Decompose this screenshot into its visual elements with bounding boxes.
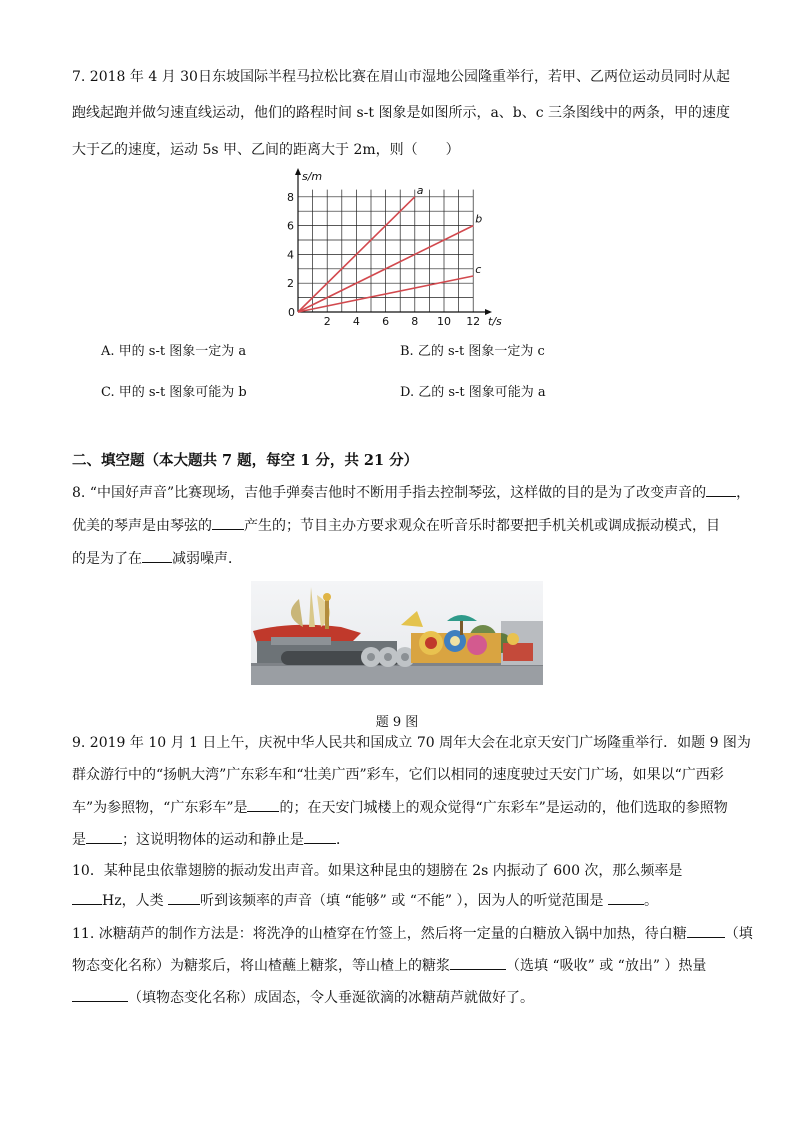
q10-blank-2[interactable] (168, 890, 200, 905)
parade-floats-photo (251, 581, 543, 685)
q11-text-2b: （选填 “吸收” 或 “放出” ）热量 (506, 958, 707, 974)
q11-line-3 (72, 987, 534, 1008)
q7-option-a[interactable]: A. 甲的 s-t 图象一定为 a (101, 344, 247, 359)
chart-series (298, 184, 482, 312)
q8-text-1a: 8. “中国好声音”比赛现场，吉他手弹奏吉他时不断用手指去控制琴弦，这样做的目的是为了改变声音的 (72, 485, 707, 501)
q10-line-1: 10．某种昆虫依靠翅膀的振动发出声音。如果这种昆虫的翅膀在 2s 内振动了 600 次，那么频率是 (72, 863, 683, 879)
q9-text-4b: ；这说明物体的运动和静止是 (122, 832, 304, 848)
series-label-c: c (475, 263, 482, 276)
figure-9-caption: 题 9 图 (375, 715, 419, 730)
x-tick-label: 2 (323, 315, 331, 328)
q11-text-2a: 物态变化名称）为糖浆后，将山楂蘸上糖浆，等山楂上的糖浆 (72, 958, 450, 974)
q10-text-2a: Hz，人类 (102, 893, 169, 909)
q7-line-2: 跑线起跑并做匀速直线运动，他们的路程时间 s-t 图象是如图所示，a、b、c 三条图线中的两条，甲的速度 (72, 105, 731, 121)
q11-text-1b: （填 (724, 926, 753, 942)
q10-text-2c: 。 (643, 893, 658, 909)
q11-blank-2[interactable] (450, 955, 506, 970)
y-axis-label: s/m (302, 170, 323, 183)
q8-blank-2[interactable] (212, 515, 244, 530)
q10-line-2 (72, 890, 658, 911)
q9-text-3a: 车”为参照物，“广东彩车”是 (72, 800, 248, 816)
q8-line-1 (72, 482, 750, 503)
q9-line-1: 9. 2019 年 10 月 1 日上午，庆祝中华人民共和国成立 70 周年大会在北京天安门广场隆重举行．如题 9 图为 (72, 735, 751, 751)
q9-line-4 (72, 829, 350, 850)
x-axis-label: t/s (488, 315, 502, 328)
q8-blank-1[interactable] (706, 482, 736, 497)
x-tick-label: 12 (466, 315, 481, 328)
q10-blank-3[interactable] (608, 890, 644, 905)
q8-text-3a: 的是为了在 (72, 551, 142, 567)
q9-text-3b: 的；在天安门城楼上的观众觉得“广东彩车”是运动的，他们选取的参照物 (279, 800, 728, 816)
q7-line-3: 大于乙的速度，运动 5s 甲、乙间的距离大于 2m，则（ ） (72, 142, 460, 158)
y-tick-label: 2 (287, 277, 294, 291)
y-tick-label: 6 (287, 219, 294, 233)
q9-blank-1[interactable] (247, 797, 279, 812)
q11-text-1a: 11. 冰糖葫芦的制作方法是：将洗净的山楂穿在竹签上，然后将一定量的白糖放入锅中加热，待白糖 (72, 926, 687, 942)
q7-option-b[interactable]: B. 乙的 s-t 图象一定为 c (400, 344, 545, 359)
q9-text-4c: ． (336, 832, 350, 848)
q8-text-1b: ， (736, 485, 751, 501)
q11-blank-1[interactable] (687, 923, 725, 938)
q9-text-4a: 是 (72, 832, 86, 848)
q11-line-2 (72, 955, 706, 976)
q8-line-3 (72, 548, 242, 569)
q9-line-3 (72, 797, 728, 818)
st-chart (280, 166, 510, 331)
section-2-heading: 二、填空题（本大题共 7 题，每空 1 分，共 21 分） (72, 452, 419, 469)
q8-text-2a: 优美的琴声是由琴弦的 (72, 518, 212, 534)
y-tick-label: 8 (287, 190, 294, 204)
y-axis-arrow (295, 168, 301, 175)
q8-blank-3[interactable] (142, 548, 172, 563)
q8-text-3b: 减弱噪声． (172, 551, 242, 567)
q7-option-c[interactable]: C. 甲的 s-t 图象可能为 b (101, 385, 247, 400)
q11-text-3b: （填物态变化名称）成固态，令人垂涎欲滴的冰糖葫芦就做好了。 (128, 990, 534, 1006)
x-tick-label: 8 (411, 315, 419, 328)
q8-line-2 (72, 515, 720, 536)
q9-line-2: 群众游行中的“扬帆大湾”广东彩车和“壮美广西”彩车，它们以相同的速度驶过天安门广场，如果以“广西彩 (72, 767, 724, 783)
q9-blank-3[interactable] (304, 829, 336, 844)
q10-blank-1[interactable] (72, 890, 102, 905)
y-tick-label: 4 (287, 248, 294, 262)
q7-option-d[interactable]: D. 乙的 s-t 图象可能为 a (400, 385, 546, 400)
q8-text-2b: 产生的；节目主办方要求观众在听音乐时都要把手机关机或调成振动模式，目 (244, 518, 720, 534)
q7-line-1: 7. 2018 年 4 月 30日东坡国际半程马拉松比赛在眉山市湿地公园隆重举行，若甲、乙两位运动员同时从起 (72, 69, 730, 85)
q11-blank-3[interactable] (72, 987, 128, 1002)
series-label-b: b (475, 212, 483, 226)
x-tick-label: 6 (382, 315, 390, 328)
origin-label: 0 (288, 306, 295, 319)
q11-line-1 (72, 923, 753, 944)
series-label-a: a (416, 183, 424, 197)
q10-text-2b: 听到该频率的声音（填 “能够” 或 “不能” ），因为人的听觉范围是 (200, 893, 608, 909)
x-tick-label: 4 (352, 315, 360, 328)
q9-blank-2[interactable] (86, 829, 122, 844)
x-tick-label: 10 (437, 315, 451, 328)
